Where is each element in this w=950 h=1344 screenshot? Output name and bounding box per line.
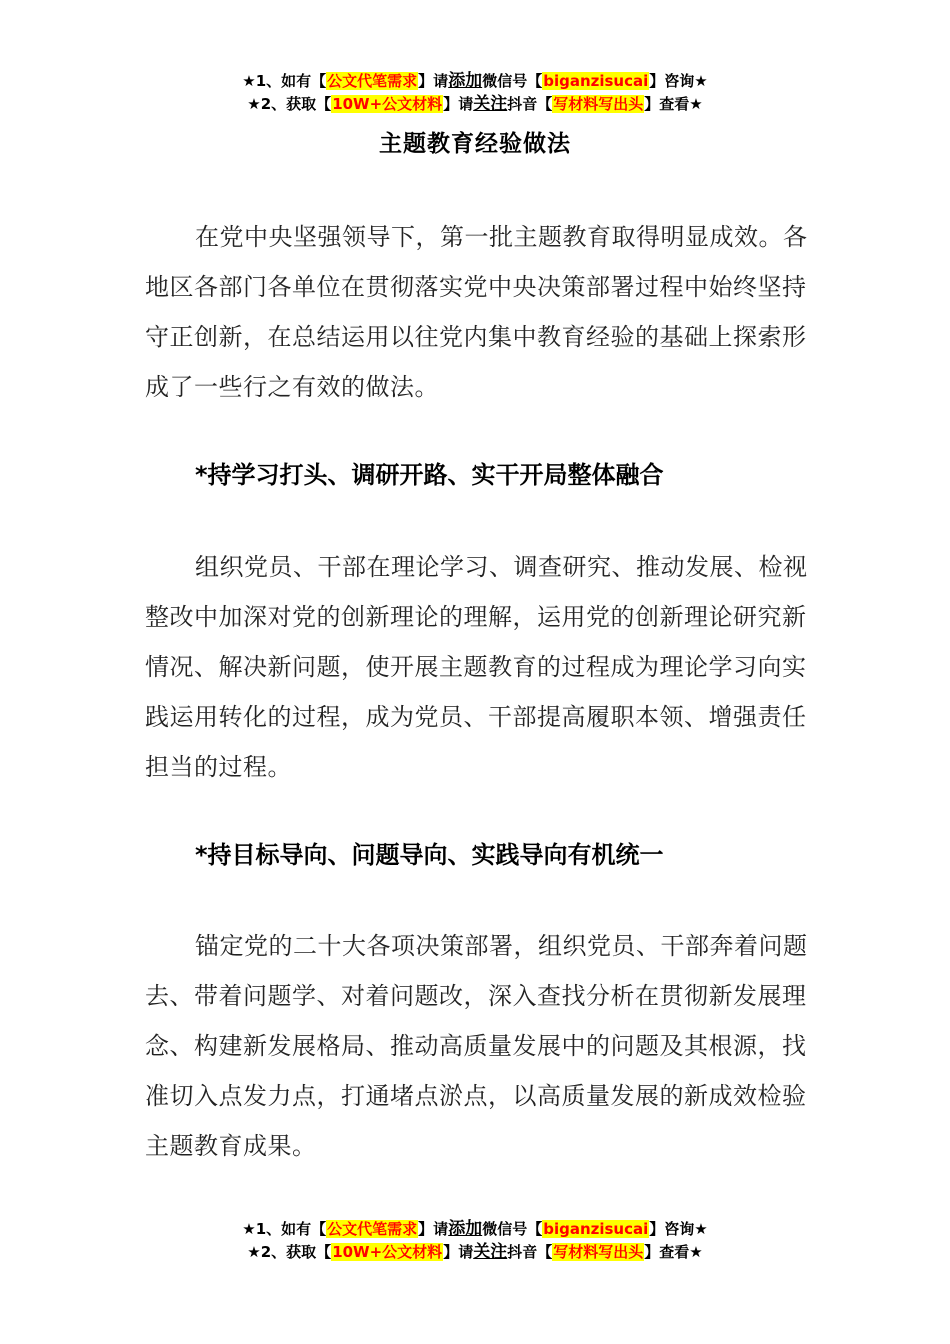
promo-line-2 [0,93,950,116]
promo-text: ★1、如有【 [242,72,327,90]
promo-highlight: 10W+公文材料 [332,95,443,113]
promo-highlight: 公文代笔需求 [327,1220,418,1238]
promo-douyin-id: 写材料写出头 [553,1243,644,1261]
promo-douyin-id: 写材料写出头 [553,95,644,113]
promo-text: 微信号【 [482,1220,543,1238]
promo-text: 】请 [443,95,474,113]
promo-text: 】查看★ [644,1243,703,1261]
promo-text: 】请 [443,1243,474,1261]
promo-line-2 [0,1241,950,1264]
section-paragraph-2: 锚定党的二十大各项决策部署，组织党员、干部奔着问题去、带着问题学、对着问题改，深入查找分析在贯彻新发展理念、构建新发展格局、推动高质量发展中的问题及其根源，找准切入点发力点，打通堵点淤点，以高质量发展的新成效检验主题教育成果。 [145,932,808,1160]
promo-text: 】查看★ [644,95,703,113]
promo-text: 】咨询★ [649,72,708,90]
promo-highlight: 公文代笔需求 [327,72,418,90]
promo-text: ★2、获取【 [247,1243,332,1261]
promo-text: ★2、获取【 [247,95,332,113]
promo-text: 微信号【 [482,72,543,90]
promo-wechat-id: biganzisucai [543,72,649,90]
section-heading-1: *持学习打头、调研开路、实干开局整体融合 [195,461,664,489]
promo-text: ★1、如有【 [242,1220,327,1238]
promo-emphasis: 关注 [473,1242,508,1262]
section-heading-2: *持目标导向、问题导向、实践导向有机统一 [195,841,664,869]
promo-text: 】请 [418,72,449,90]
promo-footer [0,1218,950,1264]
promo-wechat-id: biganzisucai [543,1220,649,1238]
promo-emphasis: 添加 [448,1219,483,1239]
section-paragraph-1: 组织党员、干部在理论学习、调查研究、推动发展、检视整改中加深对党的创新理论的理解，运用党的创新理论研究新情况、解决新问题，使开展主题教育的过程成为理论学习向实践运用转化的过程，成为党员、干部提高履职本领、增强责任担当的过程。 [145,553,808,781]
promo-text: 抖音【 [507,1243,553,1261]
promo-text: 】咨询★ [649,1220,708,1238]
promo-header [0,70,950,116]
intro-paragraph: 在党中央坚强领导下，第一批主题教育取得明显成效。各地区各部门各单位在贯彻落实党中央决策部署过程中始终坚持守正创新，在总结运用以往党内集中教育经验的基础上探索形成了一些行之有效的做法。 [145,223,808,401]
promo-text: 】请 [418,1220,449,1238]
promo-text: 抖音【 [507,95,553,113]
promo-line-1 [0,70,950,93]
promo-line-1 [0,1218,950,1241]
promo-highlight: 10W+公文材料 [332,1243,443,1261]
promo-emphasis: 添加 [448,71,483,91]
promo-emphasis: 关注 [473,94,508,114]
document-title: 主题教育经验做法 [379,131,571,157]
